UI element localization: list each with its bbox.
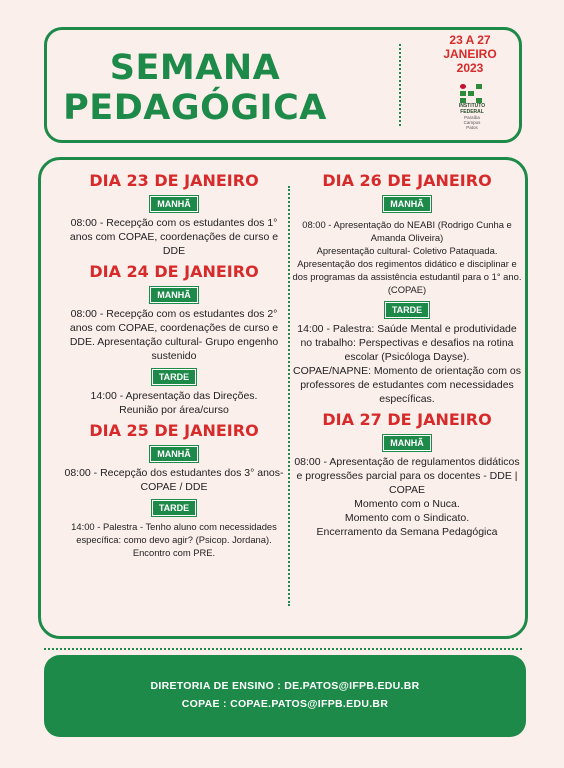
day-23-manha-text: 08:00 - Recepção com os estudantes dos 1° anos com COPAE, coordenações de curso e DDE (69, 217, 279, 257)
day-26-manha-text-3: Apresentação dos regimentos didático e disciplinar e dos programas da assistência estudantil para o 1° ano. (COPAE) (292, 258, 522, 295)
day-27-manha-badge: MANHÃ (383, 435, 431, 451)
left-column (60, 168, 288, 562)
ifpb-logo-icon (452, 84, 492, 130)
footer-divider (44, 648, 522, 650)
day-27-title: DIA 27 DE JANEIRO (322, 410, 492, 429)
footer-copae-email: COPAE : COPAE.PATOS@IFPB.EDU.BR (181, 698, 389, 710)
page-title (60, 48, 330, 128)
event-dates (420, 33, 520, 75)
day-27-manha-text-1: 08:00 - Apresentação de regulamentos didáticos e progressões parcial para os docentes - DDE | COPAE (294, 456, 520, 496)
day-25-tarde-badge: TARDE (152, 500, 196, 516)
day-26-tarde-badge: TARDE (385, 302, 429, 318)
footer-contacts (44, 655, 526, 737)
day-26-manha-text-2: Apresentação cultural- Coletivo Pataquada. (316, 245, 498, 256)
day-27-manha-text-4: Encerramento da Semana Pedagógica (316, 526, 498, 538)
day-24-title: DIA 24 DE JANEIRO (89, 262, 259, 281)
day-24-tarde-text-1: 14:00 - Apresentação das Direções. (90, 390, 258, 402)
day-23-title: DIA 23 DE JANEIRO (89, 171, 259, 190)
logo-line-3: Paraíba (464, 115, 480, 120)
header-divider (399, 44, 401, 126)
day-26-title: DIA 26 DE JANEIRO (322, 171, 492, 190)
day-25-manha-badge: MANHÃ (150, 446, 198, 462)
day-24-manha-text: 08:00 - Recepção com os estudantes dos 2° anos com COPAE, coordenações de curso e DDE. Apresentação cultural- Grupo engenho sustenido (69, 308, 279, 362)
dates-month: JANEIRO (443, 47, 497, 61)
day-23-manha-badge: MANHÃ (150, 196, 198, 212)
day-25-manha-text: 08:00 - Recepção dos estudantes dos 3° anos- COPAE / DDE (64, 467, 284, 493)
day-26-tarde-text-1: 14:00 - Palestra: Saúde Mental e produtividade no trabalho: Perspectivas e desafios na rotina escolar (Psicóloga Dayse). (297, 323, 517, 363)
day-27-manha-text-2: Momento com o Nuca. (354, 498, 460, 510)
right-column (290, 168, 524, 542)
day-25-tarde-text-1: 14:00 - Palestra - Tenho aluno com necessidades específica: como devo agir? (Psicop. Jordana). (71, 521, 277, 545)
day-24-manha-badge: MANHÃ (150, 287, 198, 303)
day-25-tarde-text-2: Encontro com PRE. (132, 547, 216, 558)
logo-line-1: INSTITUTO (458, 103, 486, 109)
logo-line-2: FEDERAL (460, 109, 484, 115)
footer-ensino-email: DIRETORIA DE ENSINO : DE.PATOS@IFPB.EDU.BR (150, 680, 420, 692)
title-line-1: SEMANA (109, 48, 281, 88)
logo-mark (460, 84, 484, 103)
logo-line-4: Campus (463, 120, 481, 125)
title-line-2: PEDAGÓGICA (63, 88, 327, 128)
day-24-tarde-badge: TARDE (152, 369, 196, 385)
day-26-manha-text-1: 08:00 - Apresentação do NEABI (Rodrigo Cunha e Amanda Oliveira) (302, 219, 512, 243)
day-26-manha-badge: MANHÃ (383, 196, 431, 212)
dates-range: 23 A 27 (449, 33, 491, 47)
dates-year: 2023 (456, 61, 484, 75)
day-27-manha-text-3: Momento com o Sindicato. (344, 512, 470, 524)
day-24-tarde-text-2: Reunião por área/curso (119, 404, 229, 416)
day-26-tarde-text-2: COPAE/NAPNE: Momento de orientação com os professores de estudantes com necessidades específicas. (293, 365, 521, 405)
logo-line-5: Patos (466, 125, 478, 130)
day-25-title: DIA 25 DE JANEIRO (89, 421, 259, 440)
